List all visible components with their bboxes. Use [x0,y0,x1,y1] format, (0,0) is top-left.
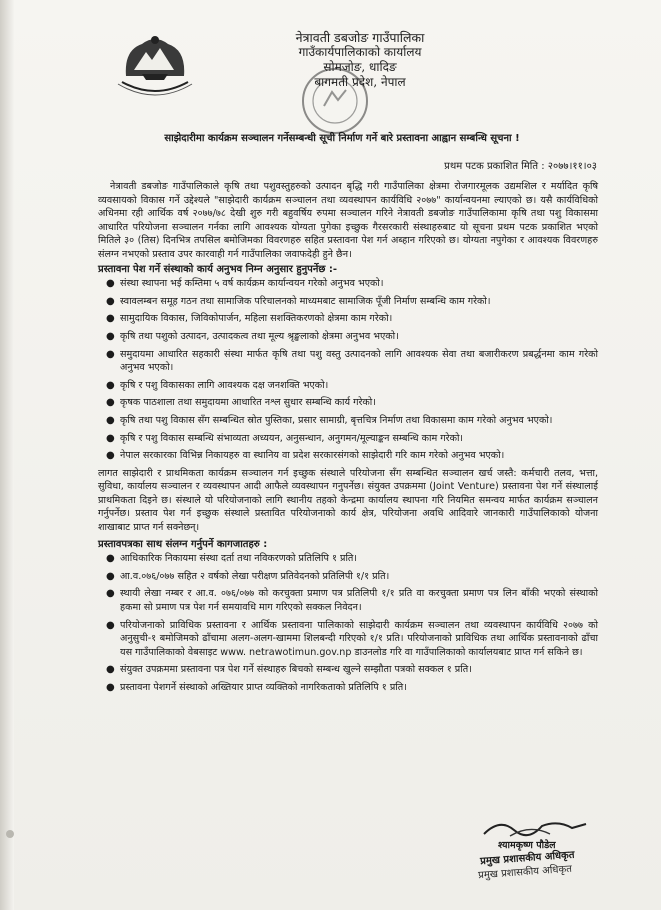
list-item: ● स्थायी लेखा नम्बर र आ.व. ०७६/०७७ को करचुक्ता प्रमाण पत्र प्रतिलिपी १/१ प्रति वा करचुक्ता प्रमाण पत्र लिन बाँकी भएको संस्थाको हकमा सो प्रमाण पत्र पेश गर्न समयावधि माग गरिएको सक्कल निवेदन। [106,588,598,614]
province-country: बागमती प्रदेश, नेपाल [314,75,406,89]
documents-heading: प्रस्तावपत्रका साथ संलग्न गर्नुपर्ने कागजातहरु : [98,538,268,550]
signer-name: श्यामकृष्ण पौडेल [498,840,556,851]
list-item: ● कृषि तथा पशु विकास सँग सम्बन्धित स्रोत पुस्तिका, प्रसार सामाग्री, बृत्तचित्र निर्माण तथा विकासमा काम गरेको अनुभव भएको। [106,414,553,426]
list-item: ● कृषि र पशु विकासका लागि आवश्यक दक्ष जनशक्ति भएको। [106,379,329,391]
list-item: ● कृषि र पशु विकास सम्बन्धि संभाव्यता अध्ययन, अनुसन्धान, अनुगमन/मूल्याङ्कन सम्बन्धि काम गरेको। [106,432,464,444]
experience-heading: प्रस्तावना पेश गर्ने संस्थाको कार्य अनुभव निम्न अनुसार हुनुपर्नेछ :- [98,263,338,275]
list-item: ● स्वावलम्बन समूह गठन तथा सामाजिक परिचालनको माध्यमबाट सामाजिक पूँजी निर्माण सम्बन्धि काम गरेको। [106,295,491,307]
office-location: सोमजोङ, धादिङ [323,60,397,74]
scan-edge-shadow [0,0,14,910]
documents-list [98,552,598,694]
cost-sharing-paragraph: लागत साझेदारी र प्राथमिकता कार्यक्रम सञ्चालन गर्न इच्छुक संस्थाले परियोजना सँग सम्बन्धित सञ्चालन खर्च जस्तै: कर्मचारी तलव, भत्ता, सुविधा, कार्यालय सञ्चालन र व्यवस्थापन आदी आफैले व्यवस्थापन गनुपर्नेछ। संयुक्त उपक्रममा (Joint Venture) प्रस्तावना पेश गर्ने संस्थालाई प्राथमिकता दिइने छ। संस्थाले यो परियोजनाको लागि स्थानीय तहको केन्द्रमा कार्यालय स्थापना गरि नियमित समन्वय मार्फत कार्यक्रम सञ्चालन गर्नुपर्नेछ। प्रस्ताव पेश गर्न इच्छुक संस्थाले प्रस्तावित परियोजनाको कार्य क्षेत्र, परियोजना अवधि आदिवारे जानकारी गाउँपालिकाको योजना शाखाबाट प्राप्त गर्न सक्नेछन्। [98,467,598,534]
office-seal-stamp [300,66,370,136]
experience-list [98,277,598,463]
list-item: ● संयुक्त उपक्रममा प्रस्तावना पत्र पेश गर्ने संस्थाहरु बिचको सम्बन्ध खुल्ने सम्झौता पत्रको सक्कल १ प्रति। [106,664,472,676]
punch-hole [6,830,14,838]
list-item: ● कृषक पाठशाला तथा समुदायमा आधारित नश्ल सुधार सम्बन्धि कार्य गरेको। [106,397,376,409]
list-item: ● सामुदायिक विकास, जिविकोपार्जन, महिला सशक्तिकरणको क्षेत्रमा काम गरेको। [106,313,393,325]
list-item: ● कृषि तथा पशुको उत्पादन, उत्पादकत्व तथा मूल्य श्रृङ्खलाको क्षेत्रमा अनुभव भएको। [106,330,399,342]
signer-title-stamp: प्रमुख प्रशासकीय अधिकृत [477,863,573,882]
handwritten-signature [480,816,590,840]
office-name: गाउँकार्यपालिकाको कार्यालय [298,45,422,59]
list-item: ● परियोजनाको प्राविधिक प्रस्तावना र आर्थिक प्रस्तावना पालिकाको साझेदारी कार्यक्रम सञ्चालन तथा व्यवस्थापन कार्यविधि २०७७ को अनुसुची-१ बमोजिमको ढाँचामा अलग-अलग-खाममा शिलबन्दी गरिएको १/१ प्रति। परियोजनाको प्राविधिक तथा आर्थिक प्रस्तावनाको ढाँचा यस गाउँपालिकाको वेबसाइट www. netrawotimun.gov.np डाउनलोड गरि वा गाउँपालिकाको कार्यालयबाट प्राप्त गर्न सकिने छ। [106,619,598,658]
signer-title: प्रमुख प्रशासकीय अधिकृत [479,849,575,868]
municipality-name: नेत्रावती डबजोङ गाउँपालिका [295,30,425,45]
notice-body [98,180,598,699]
nepal-emblem-icon [112,30,198,100]
publish-date: प्रथम पटक प्रकाशित मिति : २०७७।११।०३ [444,161,597,172]
list-item: ● समुदायमा आधारित सहकारी संस्था मार्फत कृषि तथा पशु वस्तु उत्पादनको लागि आवश्यक सेवा तथा बजारीकरण प्रबर्द्धनमा काम गरेको अनुभव भएको। [106,348,598,374]
list-item: ● आ.व.०७६/०७७ सहित २ वर्षको लेखा परीक्षण प्रतिवेदनको प्रतिलिपी १/१ प्रति। [106,570,390,582]
list-item: ● प्रस्तावना पेशगर्ने संस्थाको अख्तियार प्राप्त व्यक्तिको नागरिकताको प्रतिलिपि १ प्रति। [106,682,407,693]
list-item: ● संस्था स्थापना भई कम्तिमा ५ वर्ष कार्यक्रम कार्यान्वयन गरेको अनुभव भएको। [106,278,384,290]
list-item: ● नेपाल सरकारका विभिन्न निकायहरु वा स्थानिय वा प्रदेश सरकारसंगको साझेदारी गरि काम गरेको अनुभव भएको। [106,450,505,462]
intro-paragraph: नेत्रावती डबजोङ गाउँपालिकाले कृषि तथा पशुवस्तुहरुको उत्पादन बृद्धि गरी गाउँपालिका क्षेत्रमा रोजगारमूलक उद्यमशिल र मर्यादित कृषि व्यवसायको विकास गर्ने उद्देश्यले "साझेदारी कार्यक्रम सञ्चालन तथा व्यवस्थापन कार्यविधि २०७७" कार्यान्वयनमा ल्याएको छ। यसै कार्यविधिको अधिनमा रही आर्थिक वर्ष २०७७/७८ देखी शुरु गरी बहुवर्षिय रुपमा सञ्चालन गरिने नेत्रावती डबजोङ गाउँपालिकामा कृषि तथा पशु विकासमा आधारित परियोजना सञ्चालन गर्नका लागि आवश्यक योग्यता पुगेका इच्छुक गैरसरकारी संस्थाहरुबाट यो सूचना प्रथम पटक प्रकाशित भएको मितिले ३० (तिस) दिनभित्र तपसिल बमोजिमका विवरणहरु सहित प्रस्तावना पेश गर्न अब्हान गरिएको छ। योग्यता नपुगेका र आवश्यक विवरणहरु संलग्न नभएको प्रस्ताव उपर कारवाही गर्न गाउँपालिका जवाफदेही हुने छैन। [98,181,598,260]
notice-subject: साझेदारीमा कार्यक्रम सञ्चालन गर्नेसम्बन्धी सूची निर्माण गर्ने बारे प्रस्तावना आह्वान सम्बन्धि सूचना ! [164,133,520,144]
list-item: ● आधिकारिक निकायमा संस्था दर्ता तथा नविकरणको प्रतिलिपि १ प्रति। [106,553,358,565]
